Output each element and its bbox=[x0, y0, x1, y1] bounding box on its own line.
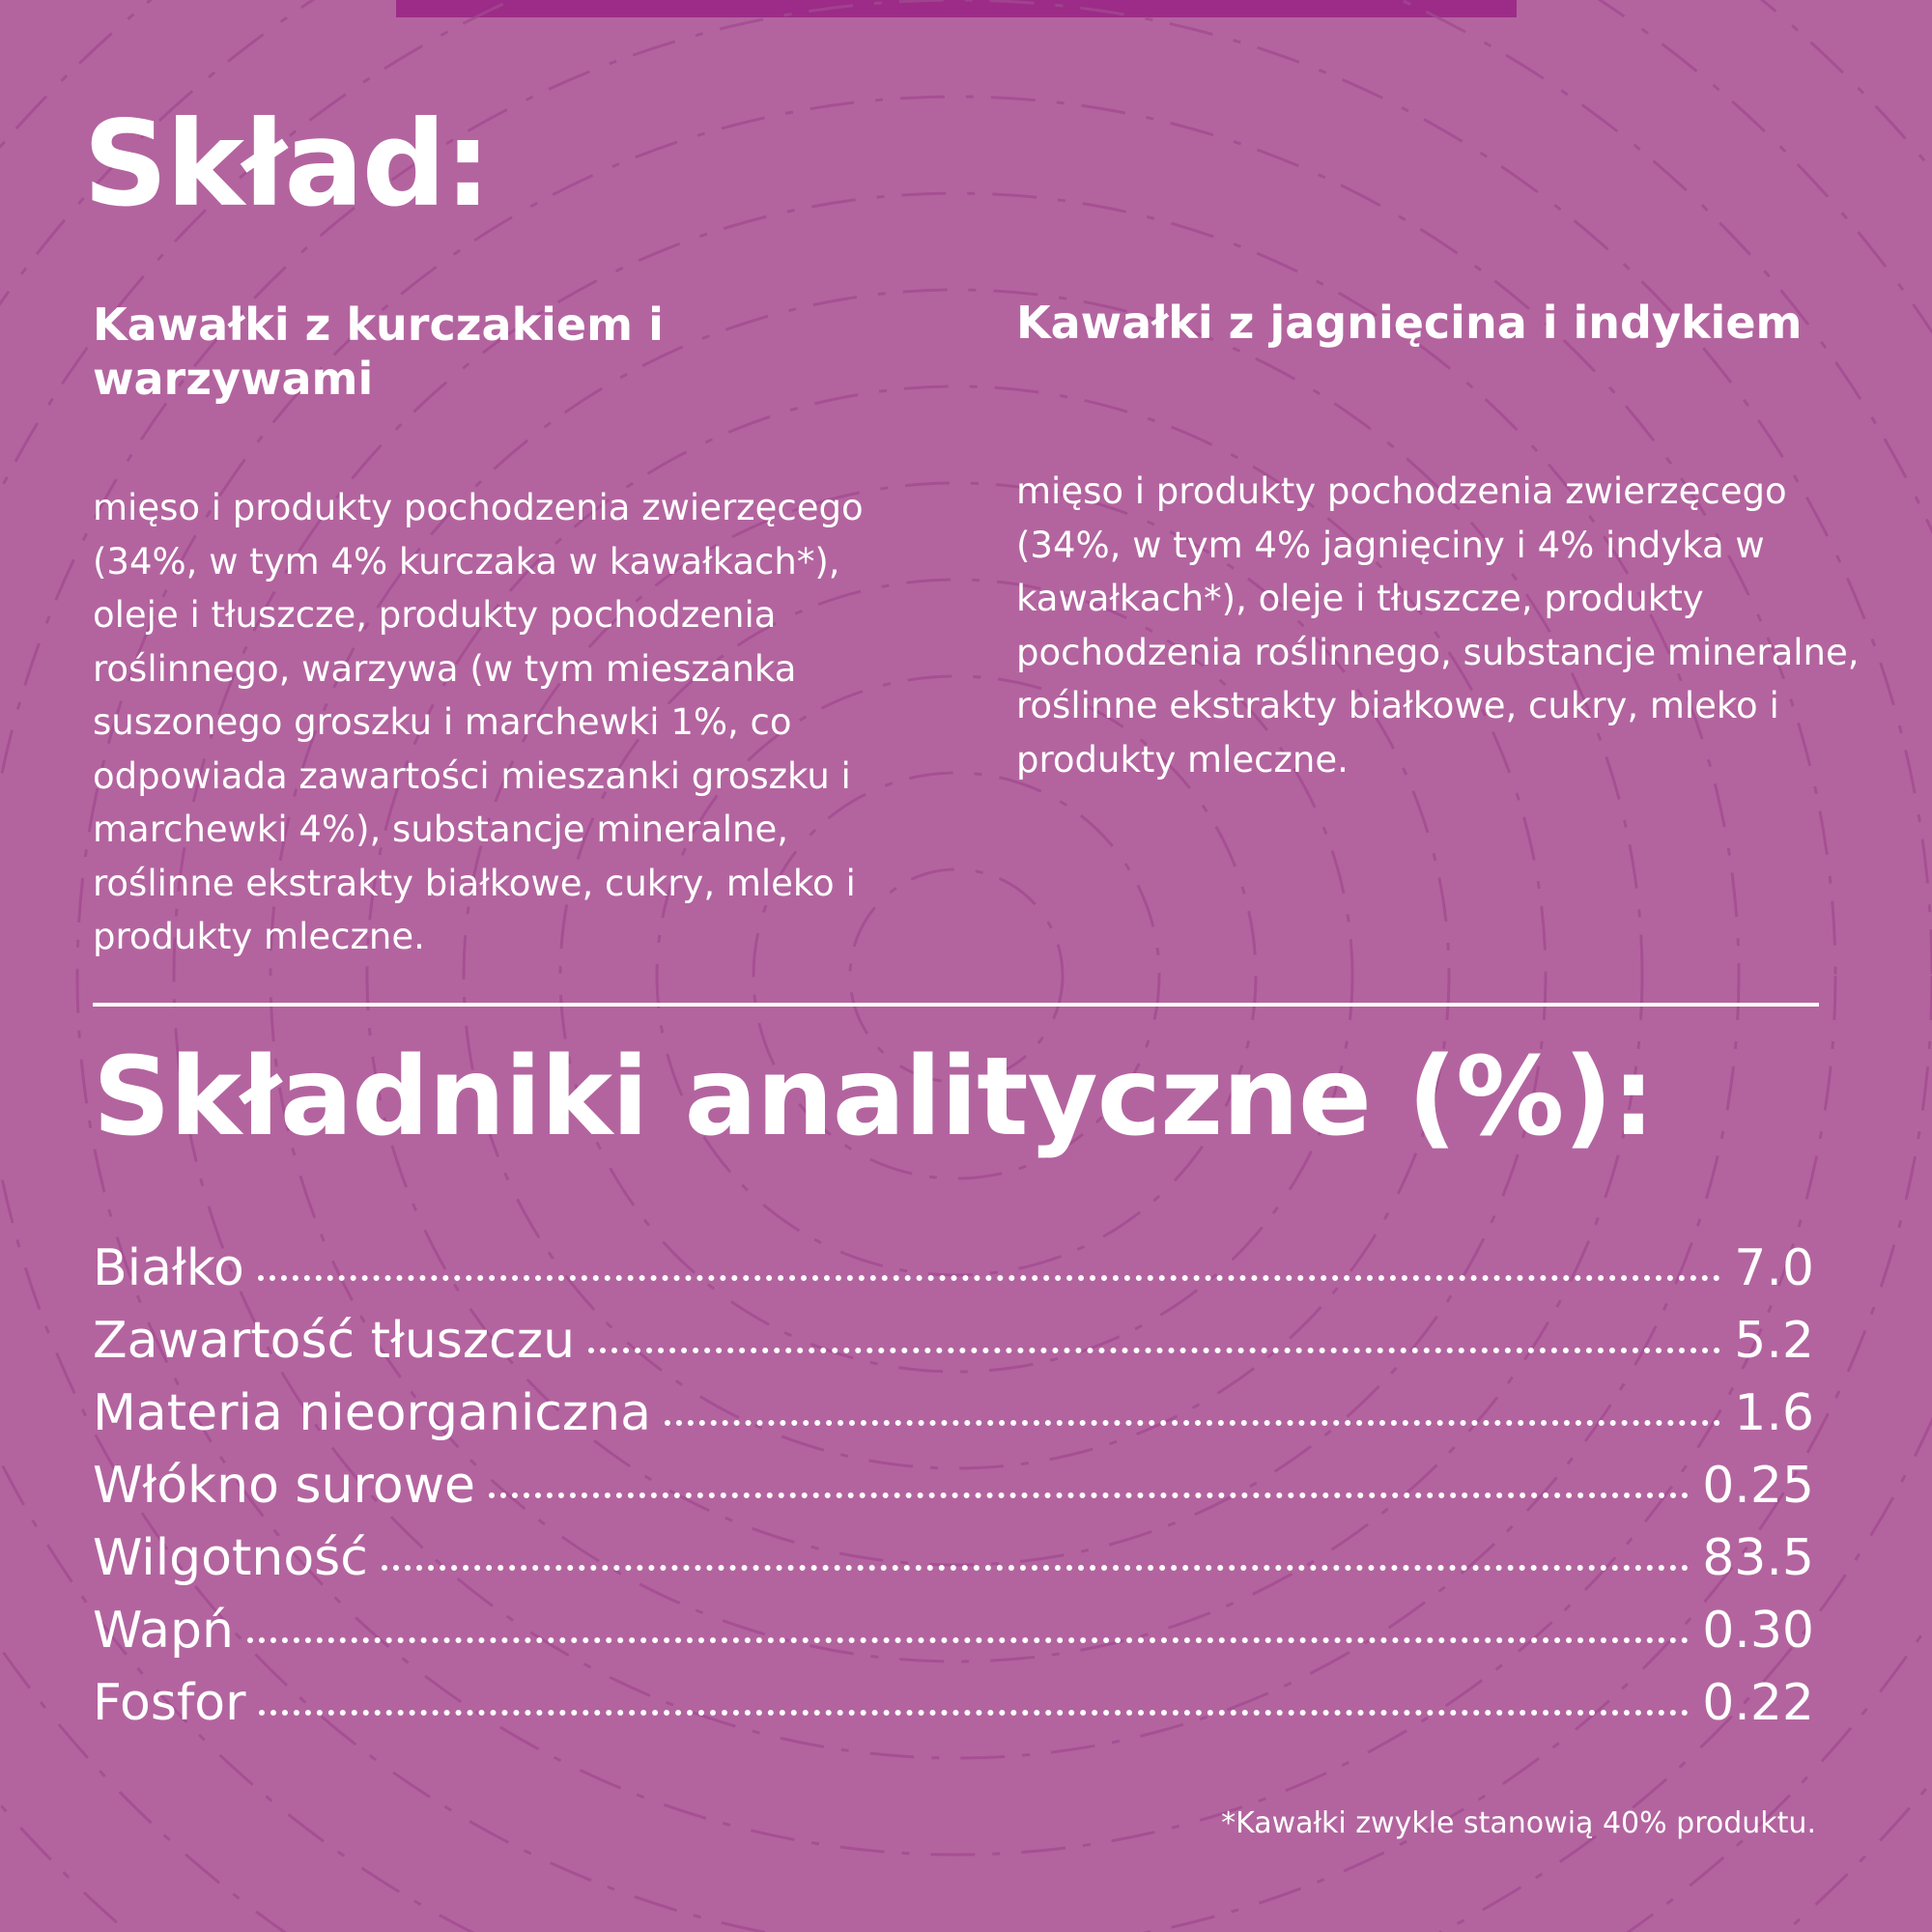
dot-leader bbox=[382, 1565, 1689, 1571]
dot-leader bbox=[259, 1710, 1689, 1716]
variant-heading-chicken: Kawałki z kurczakiem i warzywami bbox=[93, 298, 664, 405]
analytics-row-calcium bbox=[93, 1595, 1814, 1667]
analytics-label: Wilgotność bbox=[93, 1529, 368, 1587]
analytics-value: 83.5 bbox=[1702, 1529, 1814, 1587]
analytics-label: Fosfor bbox=[93, 1674, 246, 1732]
analytics-label: Zawartość tłuszczu bbox=[93, 1312, 576, 1370]
variant-heading-lamb: Kawałki z jagnięcina i indykiem bbox=[1016, 297, 1803, 349]
analytics-row-fat bbox=[93, 1305, 1814, 1378]
analytics-label: Wapń bbox=[93, 1602, 234, 1660]
dot-leader bbox=[588, 1348, 1720, 1353]
analytics-list bbox=[93, 1233, 1814, 1740]
analytics-row-moisture bbox=[93, 1522, 1814, 1595]
analytics-row-phosphorus bbox=[93, 1667, 1814, 1740]
analytics-title: Składniki analityczne (%): bbox=[93, 1035, 1655, 1160]
analytics-label: Włókno surowe bbox=[93, 1457, 476, 1515]
composition-title: Skład: bbox=[83, 96, 490, 233]
section-divider bbox=[93, 1003, 1819, 1007]
analytics-value: 0.30 bbox=[1702, 1602, 1814, 1660]
analytics-label: Materia nieorganiczna bbox=[93, 1384, 651, 1442]
dot-leader bbox=[247, 1637, 1689, 1643]
analytics-row-fibre bbox=[93, 1450, 1814, 1522]
analytics-row-ash bbox=[93, 1378, 1814, 1450]
footnote: *Kawałki zwykle stanowią 40% produktu. bbox=[1221, 1806, 1816, 1840]
variant-ingredients-chicken: mięso i produkty pochodzenia zwierzęcego (34%, w tym 4% kurczaka w kawałkach*), oleje i tłuszcze, produkty pochodzenia roślinnego, warzywa (w tym mieszanka suszonego groszku i marchewki 1%, co odpowiada zawartości mieszanki groszku i marchewki 4%), substancje mineralne, roślinne ekstrakty białkowe, cukry, mleko i produkty mleczne. bbox=[93, 487, 864, 957]
analytics-value: 1.6 bbox=[1734, 1384, 1814, 1442]
analytics-value: 0.25 bbox=[1702, 1457, 1814, 1515]
analytics-value: 5.2 bbox=[1734, 1312, 1814, 1370]
analytics-row-protein bbox=[93, 1233, 1814, 1305]
dot-leader bbox=[258, 1275, 1720, 1281]
analytics-label: Białko bbox=[93, 1239, 244, 1297]
variant-ingredients-lamb: mięso i produkty pochodzenia zwierzęcego (34%, w tym 4% jagnięciny i 4% indyka w kawałkach*), oleje i tłuszcze, produkty pochodzenia roślinnego, substancje mineralne, roślinne ekstrakty białkowe, cukry, mleko i produkty mleczne. bbox=[1016, 470, 1860, 781]
dot-leader bbox=[665, 1420, 1720, 1426]
analytics-value: 7.0 bbox=[1734, 1239, 1814, 1297]
dot-leader bbox=[489, 1492, 1689, 1498]
analytics-value: 0.22 bbox=[1702, 1674, 1814, 1732]
